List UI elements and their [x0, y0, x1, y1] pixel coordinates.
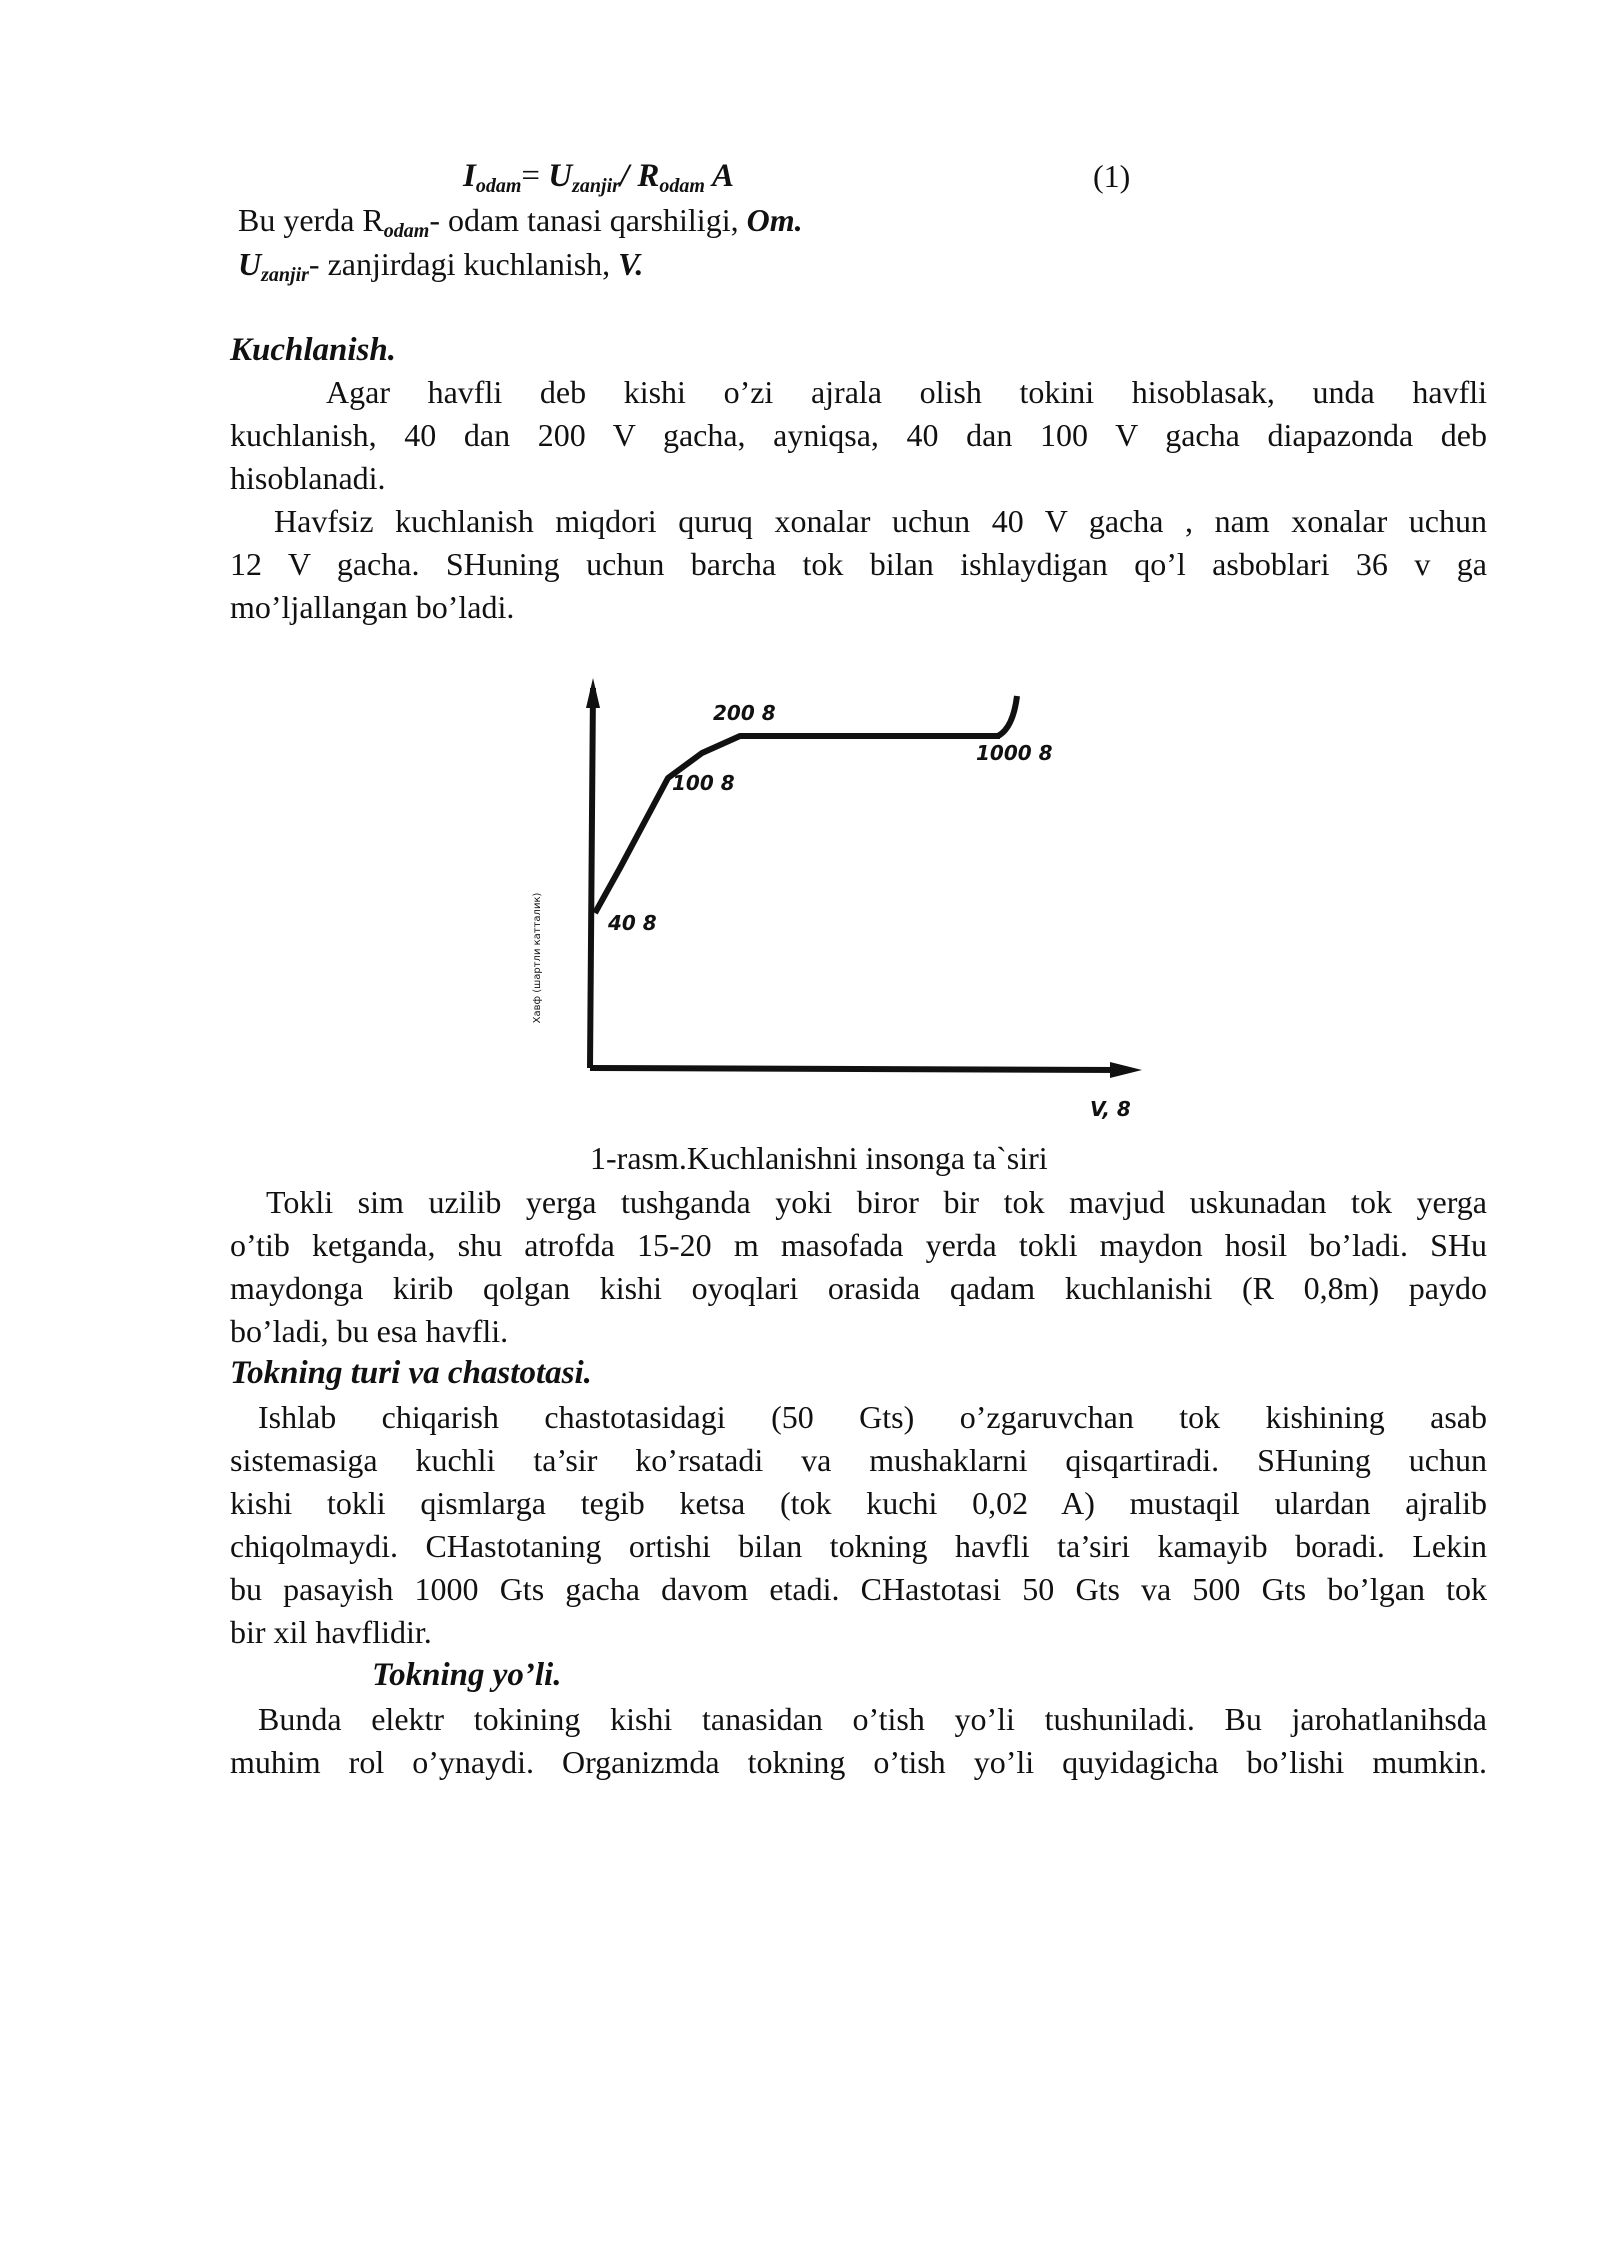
legend-line-r: Bu yerda Rodam- odam tanasi qarshiligi, Om. [238, 202, 803, 242]
paragraph-line: bu pasayish 1000 Gts gacha davom etadi. CHastotasi 50 Gts va 500 Gts bo’lgan tok [230, 1571, 1487, 1607]
point-label-40v: 40 8 [608, 911, 657, 935]
point-label-100v: 100 8 [672, 771, 735, 795]
paragraph-line: Tokli sim uzilib yerga tushganda yoki biror bir tok mavjud uskunadan tok yerga [266, 1184, 1487, 1220]
y-axis [590, 688, 593, 1068]
paragraph-line: bir xil havflidir. [230, 1614, 432, 1650]
voltage-danger-figure [520, 668, 1160, 1138]
x-axis-arrow-icon [1110, 1062, 1142, 1078]
legend-line-u: Uzanjir- zanjirdagi kuchlanish, V. [238, 246, 644, 286]
paragraph-line: maydonga kirib qolgan kishi oyoqlari orasida qadam kuchlanishi (R 0,8m) paydo [230, 1270, 1487, 1306]
paragraph-line: sistemasiga kuchli ta’sir ko’rsatadi va mushaklarni qisqartiradi. SHuning uchun [230, 1442, 1487, 1478]
paragraph-line: Agar havfli deb kishi o’zi ajrala olish tokini hisoblasak, unda havfli [326, 374, 1487, 410]
y-axis-label: Хавф (шартли катталик) [532, 892, 543, 1024]
paragraph-line: Havfsiz kuchlanish miqdori quruq xonalar uchun 40 V gacha , nam xonalar uchun [274, 503, 1487, 539]
voltage-danger-graph [520, 668, 1160, 1138]
paragraph-line: muhim rol o’ynaydi. Organizmda tokning o’tish yo’li quyidagicha bo’lishi mumkin. [230, 1744, 1487, 1780]
paragraph-line: kishi tokli qismlarga tegib ketsa (tok kuchi 0,02 A) mustaqil ulardan ajralib [230, 1485, 1487, 1521]
paragraph-line: kuchlanish, 40 dan 200 V gacha, ayniqsa, 40 dan 100 V gacha diapazonda deb [230, 417, 1487, 453]
paragraph-line: mo’ljallangan bo’ladi. [230, 589, 515, 625]
paragraph-line: hisoblanadi. [230, 460, 386, 496]
paragraph-line: 12 V gacha. SHuning uchun barcha tok bilan ishlaydigan qo’l asboblari 36 v ga [230, 546, 1487, 582]
paragraph-line: Bunda elektr tokining kishi tanasidan o’tish yo’li tushuniladi. Bu jarohatlanihsda [258, 1701, 1487, 1737]
section-heading-tokning-turi: Tokning turi va chastotasi. [230, 1355, 592, 1391]
paragraph-line: Ishlab chiqarish chastotasidagi (50 Gts) o’zgaruvchan tok kishining asab [258, 1399, 1487, 1435]
danger-curve [595, 736, 1000, 913]
paragraph-line: bo’ladi, bu esa havfli. [230, 1313, 509, 1349]
x-axis-label: V, 8 [1090, 1097, 1131, 1121]
section-heading-tokning-yoli: Tokning yo’li. [372, 1657, 562, 1693]
point-label-1000v: 1000 8 [976, 741, 1053, 765]
paragraph-line: o’tib ketganda, shu atrofda 15-20 m masofada yerda tokli maydon hosil bo’ladi. SHu [230, 1227, 1487, 1263]
section-heading-kuchlanish: Kuchlanish. [230, 332, 396, 368]
y-axis-arrow-icon [586, 678, 600, 708]
formula-number: (1) [1093, 158, 1131, 194]
figure-caption: 1-rasm.Kuchlanishni insonga ta`siri [590, 1140, 1048, 1176]
danger-curve-rise [998, 696, 1017, 736]
x-axis [590, 1068, 1120, 1070]
point-label-200v: 200 8 [713, 701, 776, 725]
formula: Iodam= Uzanjir/ Rodam A [463, 158, 734, 197]
paragraph-line: chiqolmaydi. CHastotaning ortishi bilan tokning havfli ta’siri kamayib boradi. Lekin [230, 1528, 1487, 1564]
